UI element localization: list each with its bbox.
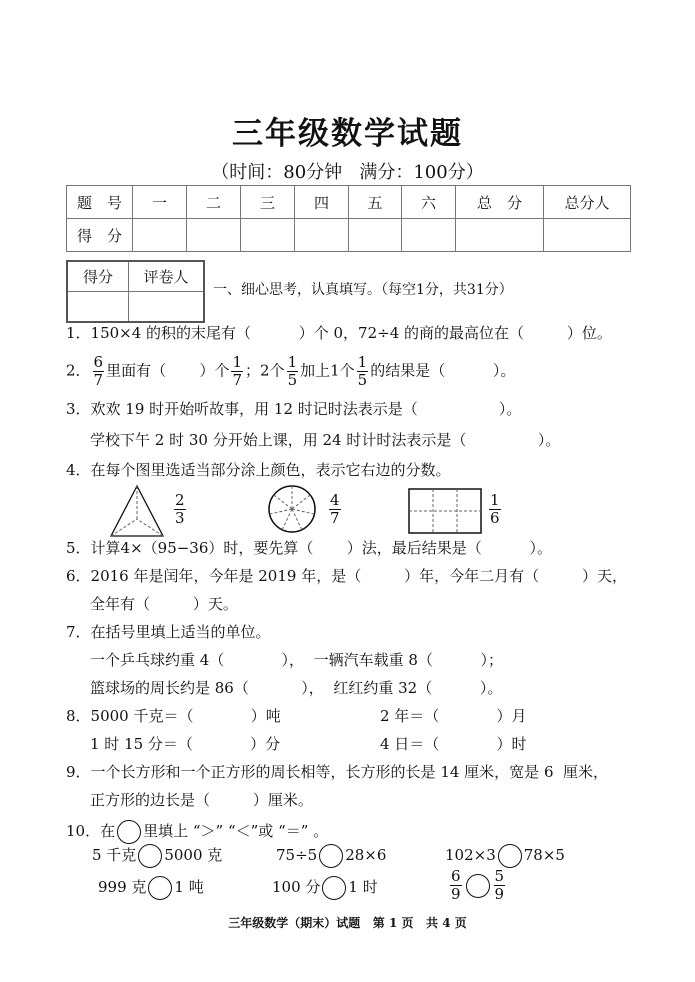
- page-footer: 三年级数学（期末）试题 第 1 页 共 4 页: [228, 916, 467, 930]
- header-cell: 六: [402, 186, 456, 219]
- circle-figure[interactable]: [269, 486, 315, 532]
- question-9-part-2: 正方形的边长是（ ）厘米。: [90, 791, 313, 809]
- compare-circle[interactable]: [466, 874, 490, 898]
- score-table: [66, 185, 631, 252]
- fraction: $\frac{1}{7}$: [232, 353, 243, 389]
- score-cell[interactable]: [187, 219, 241, 252]
- score-cell[interactable]: [349, 219, 402, 252]
- q-text: 里面有（ ）个: [106, 361, 230, 380]
- section-heading: 一、细心思考，认真填写。（每空1分，共31分）: [213, 282, 513, 298]
- question-4: 4．在每个图里选适当部分涂上颜色，表示它右边的分数。: [66, 461, 451, 479]
- compare-circle[interactable]: [148, 876, 172, 900]
- fraction: $\frac{1}{5}$: [287, 353, 298, 389]
- compare-circle[interactable]: [498, 844, 522, 868]
- question-8-c: 1 时 15 分＝（ ）分: [90, 735, 281, 753]
- compare-circle[interactable]: [138, 844, 162, 868]
- header-cell: 一: [133, 186, 187, 219]
- question-7-part-1: 一个乒乓球约重 4（ ）， 一辆汽车载重 8（ ）；: [90, 651, 504, 669]
- q-text: 的结果是（ ）。: [370, 361, 516, 380]
- fraction-figures: [105, 484, 525, 540]
- compare-circle[interactable]: [319, 844, 343, 868]
- question-3: 3．欢欢 19 时开始听故事，用 12 时记时法表示是（ ）。: [66, 400, 522, 418]
- score-cell[interactable]: [241, 219, 295, 252]
- question-9: 9．一个长方形和一个正方形的周长相等，长方形的长是 14 厘米，宽是 6 厘米，: [66, 763, 609, 781]
- question-8-b: 2 年＝（ ）月: [380, 707, 527, 725]
- compare-circle[interactable]: [322, 876, 346, 900]
- question-10: 10．在 里填上 “＞” “＜”或 “＝” 。: [66, 820, 328, 844]
- question-6-part-2: 全年有（ ）天。: [90, 595, 238, 613]
- q-num: 2．: [66, 361, 91, 380]
- rectangle-figure[interactable]: [409, 489, 481, 533]
- q-text: ；2个: [245, 361, 285, 380]
- header-cell: 总 分: [456, 186, 544, 219]
- row-label: 得 分: [67, 219, 133, 252]
- question-8-d: 4 日＝（ ）时: [380, 735, 527, 753]
- compare-item: 102×3 78×5: [445, 844, 565, 868]
- header-cell: 题 号: [67, 186, 133, 219]
- grader-score-cell[interactable]: [67, 292, 129, 323]
- compare-item: 100 分 1 时: [272, 876, 378, 900]
- fraction-label: $\frac{2}{3}$: [175, 491, 185, 527]
- triangle-figure[interactable]: [111, 486, 163, 536]
- compare-item: 75÷5 28×6: [276, 844, 386, 868]
- header-cell: 五: [349, 186, 402, 219]
- score-cell[interactable]: [544, 219, 631, 252]
- fraction-label: $\frac{1}{6}$: [490, 491, 500, 527]
- exam-info: （时间：80分钟 满分：100分）: [211, 162, 484, 183]
- fraction: $\frac{6}{7}$: [93, 353, 104, 389]
- grader-score-label: 得分: [67, 261, 129, 292]
- score-cell[interactable]: [402, 219, 456, 252]
- question-7-part-2: 篮球场的周长约是 86（ ）， 红红约重 32（ ）。: [90, 679, 503, 697]
- question-6: 6．2016 年是闰年，今年是 2019 年，是（ ）年，今年二月有（ ）天，: [66, 567, 628, 585]
- question-7: 7．在括号里填上适当的单位。: [66, 623, 271, 641]
- grader-label: 评卷人: [129, 261, 205, 292]
- header-cell: 总分人: [544, 186, 631, 219]
- compare-item: 999 克 1 吨: [98, 876, 204, 900]
- page-title: 三年级数学试题: [232, 116, 463, 152]
- fraction: $\frac{1}{5}$: [357, 353, 368, 389]
- grader-name-cell[interactable]: [129, 292, 205, 323]
- question-1: 1．150×4 的积的末尾有（ ）个 0，72÷4 的商的最高位在（ ）位。: [66, 324, 612, 342]
- grader-box: [66, 260, 205, 323]
- circle-icon: [117, 820, 141, 844]
- question-2: [66, 354, 515, 389]
- header-cell: 四: [295, 186, 349, 219]
- score-cell[interactable]: [456, 219, 544, 252]
- header-cell: 二: [187, 186, 241, 219]
- compare-item-fraction: $\frac{6}{9}$ $\frac{5}{9}$: [451, 867, 505, 903]
- fraction-label: $\frac{4}{7}$: [330, 491, 340, 527]
- score-cell[interactable]: [133, 219, 187, 252]
- question-8-a: 8．5000 千克＝（ ）吨: [66, 707, 281, 725]
- score-cell[interactable]: [295, 219, 349, 252]
- compare-item: 5 千克 5000 克: [92, 844, 222, 868]
- header-cell: 三: [241, 186, 295, 219]
- question-5: 5．计算4×（95−36）时，要先算（ ）法，最后结果是（ ）。: [66, 539, 552, 557]
- q-text: 加上1个: [300, 361, 355, 380]
- question-3-part-2: 学校下午 2 时 30 分开始上课，用 24 时计时法表示是（ ）。: [90, 431, 561, 449]
